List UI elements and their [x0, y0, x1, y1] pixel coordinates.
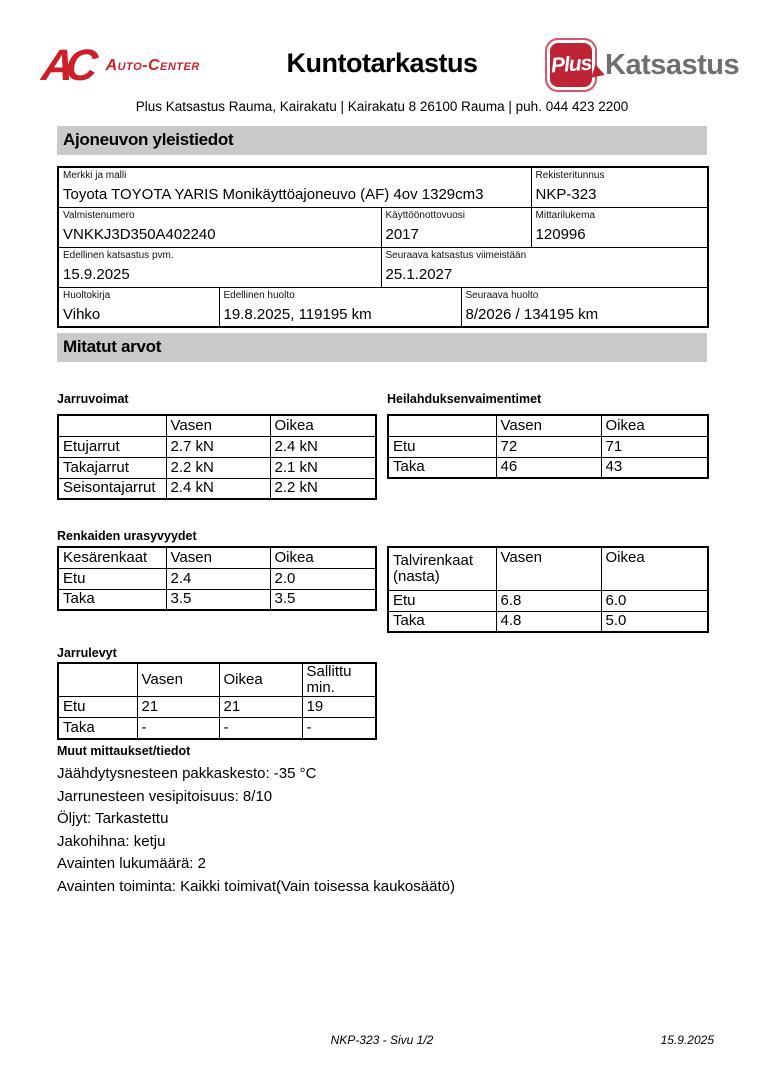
- brake-fluid-water-content: Jarrunesteen vesipitoisuus: 8/10: [57, 787, 273, 805]
- value-cell: 2.4: [166, 568, 270, 589]
- row-label: Etu: [58, 697, 137, 718]
- katsastus-wordmark: Katsastus: [605, 48, 740, 81]
- header-cell: Sallittu min.: [302, 663, 376, 697]
- table-row: [58, 287, 708, 327]
- plus-badge-icon: [545, 38, 597, 92]
- footer-page-number: NKP-323 - Sivu 1/2: [330, 1033, 434, 1047]
- oils-checked: Öljyt: Tarkastettu: [57, 810, 169, 827]
- brake-forces-title: Jarruvoimat: [57, 392, 129, 406]
- value-cell: 2.2 kN: [166, 457, 270, 478]
- field-label: Edellinen huolto: [223, 289, 295, 301]
- value-cell: 19: [302, 697, 376, 718]
- other-measurements-title: Muut mittaukset/tiedot: [57, 744, 191, 758]
- field-label: Seuraava huolto: [465, 289, 539, 301]
- field-next-service: [461, 287, 708, 327]
- field-first-use-year: [381, 207, 531, 247]
- header-cell: Vasen: [137, 663, 219, 697]
- field-value: Vihko: [63, 305, 101, 323]
- value-cell: 72: [496, 436, 601, 457]
- header-cell: Vasen: [496, 547, 601, 590]
- coolant-freeze-protection: Jäähdytysnesteen pakkaskesto: -35 °C: [57, 765, 317, 782]
- header-cell: Kesärenkaat: [58, 547, 166, 568]
- value-cell: 2.0: [270, 568, 376, 589]
- table-row: [388, 457, 708, 478]
- table-header-row: [388, 415, 708, 436]
- value-cell: -: [302, 718, 376, 739]
- shock-absorbers-table: [387, 414, 709, 479]
- page-title: Kuntotarkastus: [286, 48, 478, 78]
- brake-discs-title: Jarrulevyt: [57, 646, 117, 660]
- row-label: Etujarrut: [58, 436, 166, 457]
- header-cell: Oikea: [270, 547, 376, 568]
- brake-forces-table: [57, 414, 377, 500]
- field-next-inspection: [381, 247, 708, 287]
- value-cell: 6.0: [601, 590, 708, 611]
- field-make-model: [58, 167, 531, 207]
- header-cell: [388, 415, 496, 436]
- field-label: Huoltokirja: [63, 289, 111, 301]
- field-vin: [58, 207, 381, 247]
- table-row: [58, 247, 708, 287]
- value-cell: 21: [137, 697, 219, 718]
- key-function: Avainten toiminta: Kaikki toimivat(Vain toisessa kaukosäätö): [57, 877, 455, 895]
- timing-belt: Jakohihna: ketju: [57, 832, 166, 850]
- value-cell: 46: [496, 457, 601, 478]
- field-value: 19.8.2025, 119195 km: [223, 305, 372, 323]
- value-cell: 2.2 kN: [270, 478, 376, 499]
- field-value: 120996: [535, 225, 586, 243]
- field-label: Rekisteritunnus: [535, 170, 605, 181]
- table-row: [388, 436, 708, 457]
- table-header-row: [388, 547, 708, 590]
- table-row: [388, 590, 708, 611]
- row-label: Taka: [388, 457, 496, 478]
- value-cell: 2.7 kN: [166, 436, 270, 457]
- field-label: Seuraava katsastus viimeistään: [385, 249, 527, 261]
- field-odometer: [531, 207, 708, 247]
- table-row: [58, 457, 376, 478]
- auto-center-wordmark: Auto-Center: [105, 57, 200, 74]
- table-row: [58, 478, 376, 499]
- table-row: [388, 611, 708, 632]
- field-label: Mittarilukema: [535, 209, 596, 221]
- header-cell: Oikea: [219, 663, 302, 697]
- footer-date: 15.9.2025: [660, 1033, 714, 1047]
- row-label: Seisontajarrut: [58, 478, 166, 499]
- header-cell: Oikea: [601, 547, 708, 590]
- winter-tires-table: [387, 546, 709, 633]
- plus-badge-label: Plus: [550, 51, 592, 78]
- value-cell: 43: [601, 457, 708, 478]
- header-cell: Vasen: [166, 547, 270, 568]
- field-value: 2017: [385, 225, 419, 243]
- brake-discs-table: [57, 662, 377, 740]
- header-cell: [58, 415, 166, 436]
- header-cell: Oikea: [270, 415, 376, 436]
- shock-absorbers-title: Heilahduksenvaimentimet: [387, 392, 542, 406]
- field-label: Merkki ja malli: [63, 170, 127, 181]
- value-cell: 5.0: [601, 611, 708, 632]
- number-of-keys: Avainten lukumäärä: 2: [57, 855, 206, 872]
- table-row: [58, 718, 376, 739]
- field-registration: [531, 167, 708, 207]
- vehicle-info-table: [57, 166, 709, 328]
- auto-center-logo-icon: AC: [39, 41, 93, 90]
- field-value: 15.9.2025: [63, 265, 130, 283]
- tire-tread-title: Renkaiden urasyvyydet: [57, 529, 197, 543]
- value-cell: 2.4 kN: [270, 436, 376, 457]
- table-header-row: [58, 547, 376, 568]
- other-measurements-block: [57, 744, 677, 898]
- field-label: Käyttöönottovuosi: [385, 209, 465, 221]
- row-label: Etu: [58, 568, 166, 589]
- header-cell: Vasen: [166, 415, 270, 436]
- field-value: VNKKJ3D350A402240: [63, 225, 216, 243]
- value-cell: 3.5: [166, 589, 270, 610]
- row-label: Etu: [388, 436, 496, 457]
- row-label: Etu: [388, 590, 496, 611]
- field-label: Edellinen katsastus pvm.: [63, 249, 174, 261]
- value-cell: 2.1 kN: [270, 457, 376, 478]
- value-cell: -: [137, 718, 219, 739]
- section-header-measured-values: Mitatut arvot: [57, 333, 707, 362]
- table-row: [58, 697, 376, 718]
- value-cell: 4.8: [496, 611, 601, 632]
- table-row: [58, 568, 376, 589]
- field-previous-inspection: [58, 247, 381, 287]
- table-row: [58, 436, 376, 457]
- value-cell: 2.4 kN: [166, 478, 270, 499]
- table-row: [58, 589, 376, 610]
- value-cell: 3.5: [270, 589, 376, 610]
- field-value: 8/2026 / 134195 km: [465, 305, 599, 323]
- value-cell: 6.8: [496, 590, 601, 611]
- summer-tires-table: [57, 546, 377, 611]
- table-row: [58, 167, 708, 207]
- field-previous-service: [219, 287, 461, 327]
- header-cell: Oikea: [601, 415, 708, 436]
- header-cell: Talvirenkaat (nasta): [388, 547, 496, 590]
- table-row: [58, 207, 708, 247]
- value-cell: 71: [601, 436, 708, 457]
- value-cell: -: [219, 718, 302, 739]
- plus-katsastus-logo: [545, 38, 739, 92]
- row-label: Taka: [58, 589, 166, 610]
- field-label: Valmistenumero: [63, 209, 135, 221]
- row-label: Taka: [58, 718, 137, 739]
- section-header-general-info: Ajoneuvon yleistiedot: [57, 126, 707, 155]
- table-header-row: [58, 415, 376, 436]
- header-cell: [58, 663, 137, 697]
- header-cell: Vasen: [496, 415, 601, 436]
- field-value: Toyota TOYOTA YARIS Monikäyttöajoneuvo (AF) 4ov 1329cm3: [63, 186, 484, 203]
- row-label: Takajarrut: [58, 457, 166, 478]
- station-address: Plus Katsastus Rauma, Kairakatu | Kairakatu 8 26100 Rauma | puh. 044 423 2200: [135, 99, 629, 114]
- field-value: NKP-323: [535, 186, 597, 203]
- row-label: Taka: [388, 611, 496, 632]
- field-service-book: [58, 287, 219, 327]
- field-value: 25.1.2027: [385, 265, 453, 283]
- table-header-row: [58, 663, 376, 697]
- value-cell: 21: [219, 697, 302, 718]
